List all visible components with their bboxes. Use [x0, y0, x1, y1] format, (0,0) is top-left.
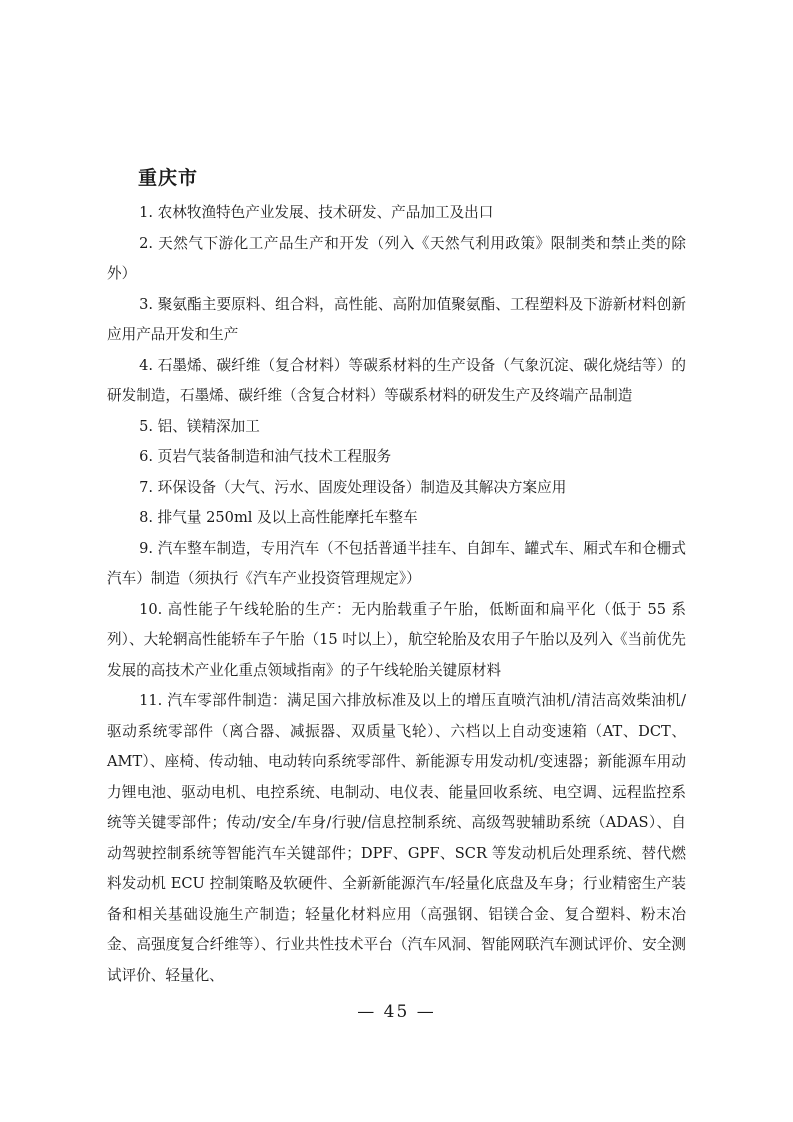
list-item: 6. 页岩气装备制造和油气技术工程服务: [139, 448, 392, 465]
list-item: 4. 石墨烯、碳纤维（复合材料）等碳系材料的生产设备（气象沉淀、碳化烧结等）的研发制造，石墨烯、碳纤维（含复合材料）等碳系材料的研发生产及终端产品制造: [107, 356, 686, 404]
list-item: 7. 环保设备（大气、污水、固废处理设备）制造及其解决方案应用: [139, 478, 567, 496]
page-number: — 45 —: [357, 1002, 436, 1022]
list-item: 10. 高性能子午线轮胎的生产：无内胎载重子午胎，低断面和扁平化（低于 55 系列）、大轮辋高性能轿车子午胎（15 吋以上），航空轮胎及农用子午胎以及列入《当前优先发展的高技术产业化重点领域指南》的子午线轮胎关键原材料: [107, 600, 686, 679]
list-item: 3. 聚氨酯主要原料、组合料，高性能、高附加值聚氨酯、工程塑料及下游新材料创新应用产品开发和生产: [107, 295, 686, 343]
list-item: 5. 铝、镁精深加工: [139, 417, 260, 435]
list-item: 8. 排气量 250ml 及以上高性能摩托车整车: [139, 509, 418, 526]
item-list: [107, 198, 686, 991]
list-item: 9. 汽车整车制造，专用汽车（不包括普通半挂车、自卸车、罐式车、厢式车和仓栅式汽车）制造（须执行《汽车产业投资管理规定》）: [107, 539, 686, 587]
list-item: 2. 天然气下游化工产品生产和开发（列入《天然气利用政策》限制类和禁止类的除外）: [107, 234, 686, 282]
list-item: 11. 汽车零部件制造：满足国六排放标准及以上的增压直喷汽油机/清洁高效柴油机/驱动系统零部件（离合器、减振器、双质量飞轮）、六档以上自动变速箱（AT、DCT、AMT）、座椅、传动轴、电动转向系统零部件、新能源专用发动机/变速器；新能源车用动力锂电池、驱动电机、电控系统、电制动、电仪表、能量回收系统、电空调、远程监控系统等关键零部件；传动/安全/车身/行驶/信息控制系统、高级驾驶辅助系统（ADAS）、自动驾驶控制系统等智能汽车关键部件；DPF、GPF、SCR 等发动机后处理系统、替代燃料发动机 ECU 控制策略及软硬件、全新新能源汽车/轻量化底盘及车身；行业精密生产装备和相关基础设施生产制造；轻量化材料应用（高强钢、铝镁合金、复合塑料、粉末冶金、高强度复合纤维等）、行业共性技术平台（汽车风洞、智能网联汽车测试评价、安全测试评价、轻量化、: [107, 692, 686, 984]
list-item: 1. 农林牧渔特色产业发展、技术研发、产品加工及出口: [139, 204, 494, 221]
section-heading: 重庆市: [138, 167, 199, 189]
